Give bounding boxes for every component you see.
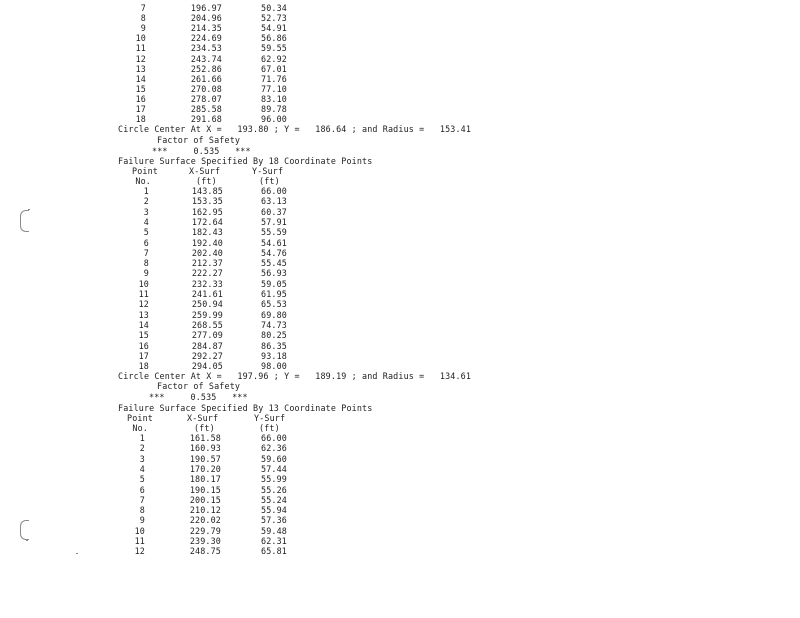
block2-col1-head: Point [132, 166, 158, 176]
table-cell-x-surf: 291.68 [190, 114, 222, 125]
table-cell-x-surf: 212.37 [191, 258, 223, 269]
table-cell-point-no: 11 [134, 536, 145, 546]
table-cell-point-no: 12 [134, 546, 145, 557]
table-cell-point-no: 1 [143, 186, 149, 196]
table-cell-y-surf: 69.80 [261, 309, 287, 320]
table-cell-y-surf: 86.35 [261, 340, 287, 351]
table-cell-y-surf: 89.78 [261, 104, 287, 114]
table-cell-x-surf: 160.93 [189, 443, 221, 454]
table-cell-y-surf: 71.76 [261, 73, 287, 84]
table-cell-point-no: 7 [139, 494, 145, 505]
block3-col1-head: Point [127, 413, 153, 423]
block3-col3-head: Y-Surf [254, 413, 286, 423]
table-cell-point-no: 13 [135, 63, 146, 74]
table-cell-x-surf: 284.87 [191, 340, 223, 351]
table-cell-y-surf: 57.44 [261, 463, 287, 474]
table-cell-point-no: 17 [135, 104, 146, 114]
table-cell-x-surf: 234.53 [190, 43, 222, 54]
table-cell-x-surf: 202.40 [191, 247, 223, 258]
table-cell-x-surf: 261.66 [190, 73, 222, 84]
table-cell-x-surf: 292.27 [191, 350, 223, 361]
table-cell-y-surf: 67.01 [261, 63, 287, 74]
table-cell-y-surf: 55.45 [261, 258, 287, 269]
table-cell-point-no: 18 [138, 361, 149, 372]
table-cell-x-surf: 239.30 [189, 536, 221, 546]
block2-col3-head: Y-Surf [252, 166, 284, 176]
table-cell-y-surf: 61.95 [261, 289, 287, 299]
table-cell-y-surf: 55.99 [261, 474, 287, 485]
table-cell-y-surf: 57.91 [261, 216, 287, 227]
table-cell-y-surf: 55.59 [261, 227, 287, 238]
block1-factor-of-safety-label: Factor of Safety [157, 135, 241, 145]
table-cell-point-no: 4 [143, 216, 149, 227]
table-cell-x-surf: 182.43 [191, 227, 223, 238]
table-cell-point-no: 9 [139, 515, 145, 526]
table-cell-x-surf: 270.08 [190, 83, 222, 94]
table-cell-y-surf: 60.37 [261, 206, 287, 217]
table-cell-point-no: 10 [134, 525, 145, 536]
block3-col2-unit: (ft) [194, 423, 215, 433]
table-cell-y-surf: 59.55 [261, 43, 287, 54]
table-cell-y-surf: 54.91 [261, 23, 287, 34]
table-cell-point-no: 4 [139, 463, 145, 474]
table-cell-point-no: 10 [135, 33, 146, 44]
table-cell-x-surf: 190.57 [189, 453, 221, 464]
table-cell-y-surf: 56.93 [261, 268, 287, 279]
table-cell-x-surf: 214.35 [190, 23, 222, 34]
table-cell-point-no: 9 [143, 268, 149, 279]
table-cell-point-no: 10 [138, 278, 149, 289]
table-cell-x-surf: 278.07 [190, 93, 222, 104]
table-cell-x-surf: 268.55 [191, 319, 223, 330]
table-cell-point-no: 1 [139, 433, 145, 443]
table-cell-x-surf: 229.79 [189, 525, 221, 536]
table-cell-y-surf: 77.10 [261, 83, 287, 94]
table-cell-x-surf: 252.86 [190, 63, 222, 74]
table-cell-point-no: 5 [143, 227, 149, 238]
table-cell-point-no: 12 [135, 53, 146, 64]
table-cell-point-no: 6 [143, 237, 149, 248]
scan-speck [76, 553, 78, 554]
table-cell-point-no: 2 [143, 196, 149, 207]
table-cell-point-no: 11 [138, 289, 149, 299]
table-cell-point-no: 17 [138, 350, 149, 361]
table-cell-x-surf: 200.15 [189, 494, 221, 505]
table-cell-y-surf: 62.31 [261, 536, 287, 546]
table-cell-point-no: 7 [143, 247, 149, 258]
block3-col2-head: X-Surf [187, 413, 219, 423]
table-cell-y-surf: 74.73 [261, 319, 287, 330]
table-cell-point-no: 2 [139, 443, 145, 454]
block2-circle-center: Circle Center At X = 197.96 ; Y = 189.19 ; and Radius = 134.61 [118, 371, 472, 381]
block2-factor-of-safety-value: *** 0.535 *** [149, 392, 248, 402]
table-cell-x-surf: 250.94 [191, 299, 223, 310]
table-cell-y-surf: 57.36 [261, 515, 287, 526]
table-cell-y-surf: 59.60 [261, 453, 287, 464]
table-cell-y-surf: 66.00 [261, 433, 287, 443]
table-cell-y-surf: 55.24 [261, 494, 287, 505]
block3-col1-unit: No. [132, 423, 148, 433]
table-cell-y-surf: 62.36 [261, 443, 287, 454]
table-cell-y-surf: 50.34 [261, 3, 287, 13]
table-cell-y-surf: 63.13 [261, 196, 287, 207]
table-cell-point-no: 16 [138, 340, 149, 351]
table-cell-point-no: 18 [135, 114, 146, 125]
table-cell-point-no: 5 [139, 474, 145, 485]
table-cell-point-no: 15 [135, 83, 146, 94]
table-cell-x-surf: 220.02 [189, 515, 221, 526]
table-cell-y-surf: 56.86 [261, 33, 287, 44]
table-cell-y-surf: 54.61 [261, 237, 287, 248]
table-cell-x-surf: 170.20 [189, 463, 221, 474]
table-cell-point-no: 8 [140, 13, 146, 24]
block3-header: Failure Surface Specified By 13 Coordinate Points [118, 403, 373, 413]
table-cell-y-surf: 55.94 [261, 505, 287, 516]
table-cell-point-no: 8 [143, 258, 149, 269]
punch-hole-mark [20, 210, 29, 232]
table-cell-point-no: 14 [135, 73, 146, 84]
punch-hole-mark [20, 520, 29, 540]
table-cell-x-surf: 224.69 [190, 33, 222, 44]
block3-col3-unit: (ft) [259, 423, 280, 433]
table-cell-x-surf: 190.15 [189, 484, 221, 495]
table-cell-x-surf: 241.61 [191, 289, 223, 299]
table-cell-x-surf: 153.35 [191, 196, 223, 207]
table-cell-x-surf: 172.64 [191, 216, 223, 227]
table-cell-y-surf: 55.26 [261, 484, 287, 495]
table-cell-x-surf: 192.40 [191, 237, 223, 248]
table-cell-point-no: 14 [138, 319, 149, 330]
table-cell-x-surf: 294.05 [191, 361, 223, 372]
block2-factor-of-safety-label: Factor of Safety [157, 381, 241, 391]
table-cell-y-surf: 93.18 [261, 350, 287, 361]
table-cell-y-surf: 80.25 [261, 330, 287, 341]
table-cell-y-surf: 66.00 [261, 186, 287, 196]
table-cell-point-no: 3 [143, 206, 149, 217]
table-cell-x-surf: 204.96 [190, 13, 222, 24]
table-cell-point-no: 15 [138, 330, 149, 341]
table-cell-y-surf: 54.76 [261, 247, 287, 258]
table-cell-y-surf: 98.00 [261, 361, 287, 372]
table-cell-point-no: 8 [139, 505, 145, 516]
table-cell-x-surf: 161.58 [189, 433, 221, 443]
table-cell-y-surf: 83.10 [261, 93, 287, 104]
table-cell-x-surf: 285.58 [190, 104, 222, 114]
scan-speck [26, 540, 28, 541]
table-cell-y-surf: 59.05 [261, 278, 287, 289]
table-cell-x-surf: 222.27 [191, 268, 223, 279]
block2-col3-unit: (ft) [259, 176, 280, 186]
table-cell-y-surf: 65.53 [261, 299, 287, 310]
table-cell-y-surf: 62.92 [261, 53, 287, 64]
table-cell-x-surf: 143.85 [191, 186, 223, 196]
table-cell-x-surf: 259.99 [191, 309, 223, 320]
block2-col2-unit: (ft) [196, 176, 217, 186]
table-cell-y-surf: 52.73 [261, 13, 287, 24]
table-cell-point-no: 9 [140, 23, 146, 34]
table-cell-x-surf: 232.33 [191, 278, 223, 289]
table-cell-point-no: 11 [135, 43, 146, 54]
table-cell-x-surf: 196.97 [190, 3, 222, 13]
block1-circle-center: Circle Center At X = 193.80 ; Y = 186.64 ; and Radius = 153.41 [118, 124, 472, 134]
table-cell-y-surf: 65.81 [261, 546, 287, 557]
table-cell-x-surf: 243.74 [190, 53, 222, 64]
table-cell-y-surf: 59.48 [261, 525, 287, 536]
table-cell-point-no: 13 [138, 309, 149, 320]
block1-factor-of-safety-value: *** 0.535 *** [152, 146, 251, 156]
table-cell-point-no: 6 [139, 484, 145, 495]
table-cell-x-surf: 248.75 [189, 546, 221, 557]
table-cell-x-surf: 180.17 [189, 474, 221, 485]
table-cell-x-surf: 162.95 [191, 206, 223, 217]
table-cell-x-surf: 210.12 [189, 505, 221, 516]
table-cell-point-no: 16 [135, 93, 146, 104]
table-cell-point-no: 3 [139, 453, 145, 464]
block2-header: Failure Surface Specified By 18 Coordinate Points [118, 156, 373, 166]
block2-col1-unit: No. [135, 176, 151, 186]
block2-col2-head: X-Surf [189, 166, 221, 176]
table-cell-y-surf: 96.00 [261, 114, 287, 125]
scan-speck [28, 209, 30, 210]
table-cell-point-no: 12 [138, 299, 149, 310]
table-cell-x-surf: 277.09 [191, 330, 223, 341]
table-cell-point-no: 7 [140, 3, 146, 13]
